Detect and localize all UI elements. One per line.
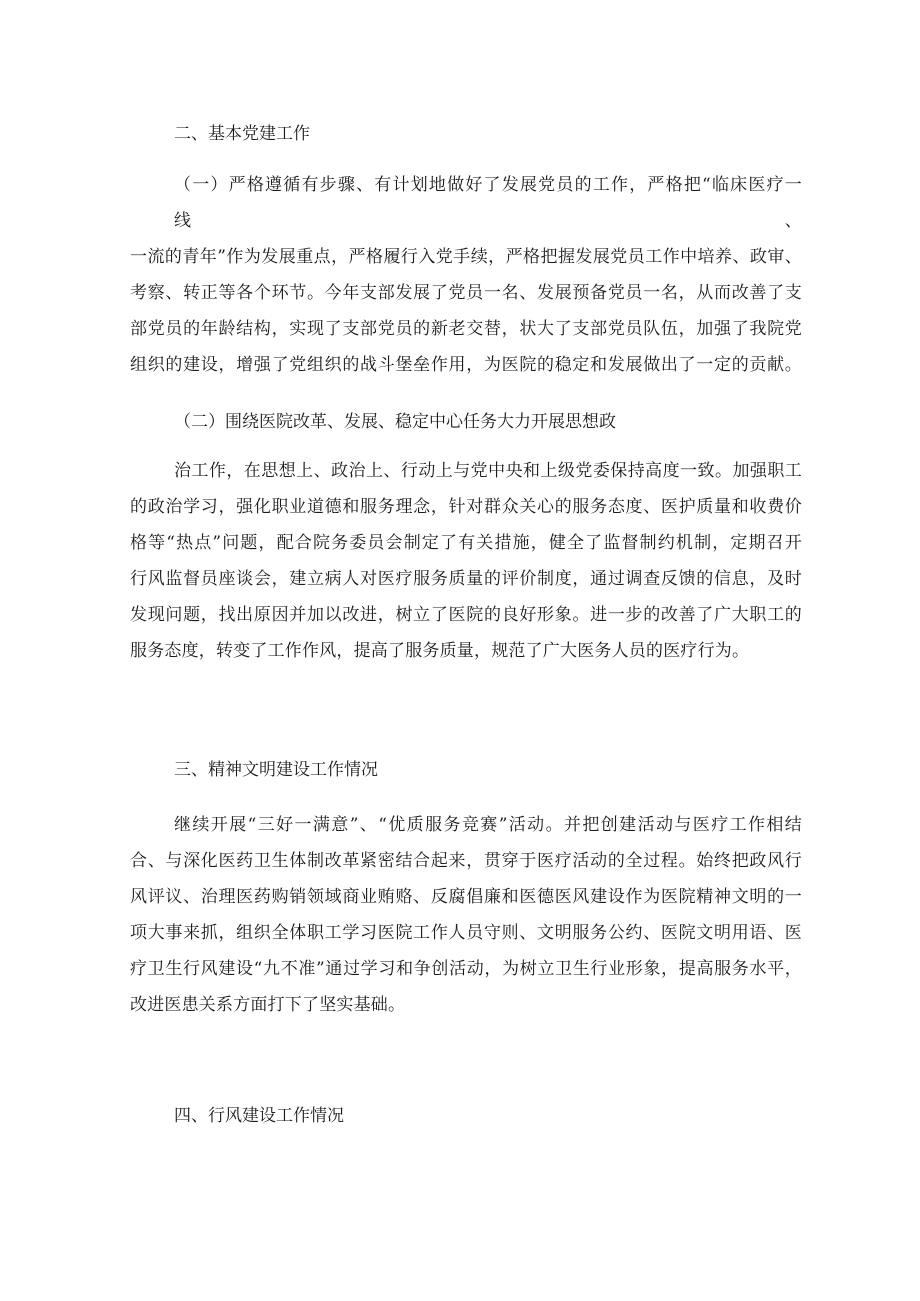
paragraph-line: 风评议、治理医药购销领域商业贿赂、反腐倡廉和医德医风建设作为医院精神文明的一 [130, 887, 802, 907]
paragraph-line: 继续开展“三好一满意”、“优质服务竞赛”活动。并把创建活动与医疗工作相结 [174, 815, 802, 835]
paragraph-line: 发现问题，找出原因并加以改进，树立了医院的良好形象。进一步的改善了广大职工的 [130, 605, 802, 625]
paragraph [130, 807, 802, 1023]
subsection-heading: （二）围绕医院改革、发展、稳定中心任务大力开展思想政 [174, 412, 616, 432]
paragraph-line: 部党员的年龄结构，实现了支部党员的新老交替，状大了支部党员队伍，加强了我院党 [130, 319, 802, 339]
paragraph [130, 453, 802, 669]
paragraph-line: 格等“热点”问题，配合院务委员会制定了有关措施，健全了监督制约机制，定期召开 [130, 533, 802, 553]
paragraph-line: 的政治学习，强化职业道德和服务理念，针对群众关心的服务态度、医护质量和收费价 [130, 497, 802, 517]
paragraph-line: 合、与深化医药卫生体制改革紧密结合起来，贯穿于医疗活动的全过程。始终把政风行 [130, 851, 802, 871]
paragraph-line: 疗卫生行风建设“九不准”通过学习和争创活动，为树立卫生行业形象，提高服务水平， [130, 959, 802, 979]
paragraph-line: 项大事来抓，组织全体职工学习医院工作人员守则、文明服务公约、医院文明用语、医 [130, 923, 802, 943]
paragraph-line: 一流的青年”作为发展重点，严格履行入党手续，严格把握发展党员工作中培养、政审、 [130, 247, 802, 267]
section-heading: 三、精神文明建设工作情况 [174, 760, 378, 780]
section-heading: 四、行风建设工作情况 [174, 1106, 344, 1126]
section-heading: 二、基本党建工作 [174, 124, 310, 144]
paragraph-line: 组织的建设，增强了党组织的战斗堡垒作用，为医院的稳定和发展做出了一定的贡献。 [130, 355, 802, 375]
paragraph-line: （一）严格遵循有步骤、有计划地做好了发展党员的工作，严格把“临床医疗一线、 [174, 175, 802, 231]
paragraph-line: 考察、转正等各个环节。今年支部发展了党员一名、发展预备党员一名，从而改善了支 [130, 283, 802, 303]
paragraph-line: 行风监督员座谈会，建立病人对医疗服务质量的评价制度，通过调查反馈的信息，及时 [130, 569, 802, 589]
paragraph-line: 服务态度，转变了工作作风，提高了服务质量，规范了广大医务人员的医疗行为。 [130, 641, 750, 661]
paragraph [130, 167, 802, 383]
paragraph-line: 治工作，在思想上、政治上、行动上与党中央和上级党委保持高度一致。加强职工 [174, 461, 802, 481]
paragraph-line: 改进医患关系方面打下了坚实基础。 [130, 995, 406, 1015]
